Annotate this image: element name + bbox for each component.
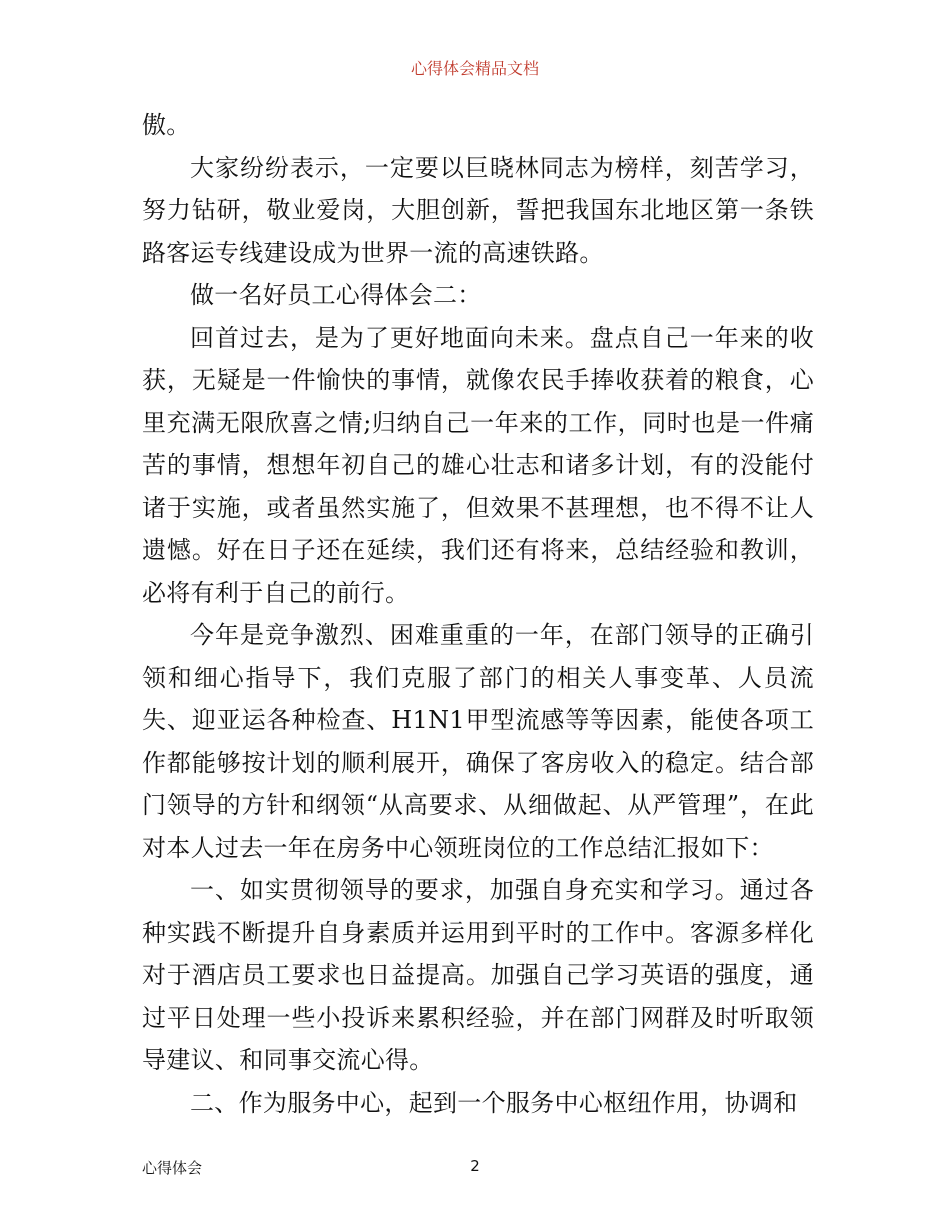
page-header-title: 心得体会精品文档 xyxy=(410,59,539,78)
paragraph: 傲。 xyxy=(142,111,191,139)
paragraph: 回首过去，是为了更好地面向未来。盘点自己一年来的收获，无疑是一件愉快的事情，就像农民手捧收获着的粮食，心里充满无限欣喜之情;归纳自己一年来的工作，同时也是一件痛苦的事情，想想年初自己的雄心壮志和诸多计划，有的没能付诸于实施，或者虽然实施了，但效果不甚理想，也不得不让人遗憾。好在日子还在延续，我们还有将来，总结经验和教训，必将有利于自己的前行。 xyxy=(142,323,814,607)
footer-label: 心得体会 xyxy=(142,1159,203,1177)
document-body xyxy=(142,104,814,1124)
paragraph: 今年是竞争激烈、困难重重的一年，在部门领导的正确引领和细心指导下，我们克服了部门的相关人事变革、人员流失、迎亚运各种检查、H1N1甲型流感等等因素，能使各项工作都能够按计划的顺利展开，确保了客房收入的稳定。结合部门领导的方针和纲领“从高要求、从细做起、从严管理”，在此对本人过去一年在房务中心领班岗位的工作总结汇报如下： xyxy=(142,621,814,862)
page-number: 2 xyxy=(470,1157,480,1175)
section-heading: 做一名好员工心得体会二： xyxy=(190,281,482,309)
paragraph: 二、作为服务中心，起到一个服务中心枢纽作用，协调和 xyxy=(190,1088,798,1117)
paragraph: 一、如实贯彻领导的要求，加强自身充实和学习。通过各种实践不断提升自身素质并运用到平时的工作中。客源多样化对于酒店员工要求也日益提高。加强自己学习英语的强度，通过平日处理一些小投诉来累积经验，并在部门网群及时听取领导建议、和同事交流心得。 xyxy=(142,876,814,1074)
paragraph: 大家纷纷表示，一定要以巨晓林同志为榜样，刻苦学习，努力钻研，敬业爱岗，大胆创新，誓把我国东北地区第一条铁路客运专线建设成为世界一流的高速铁路。 xyxy=(142,153,814,267)
